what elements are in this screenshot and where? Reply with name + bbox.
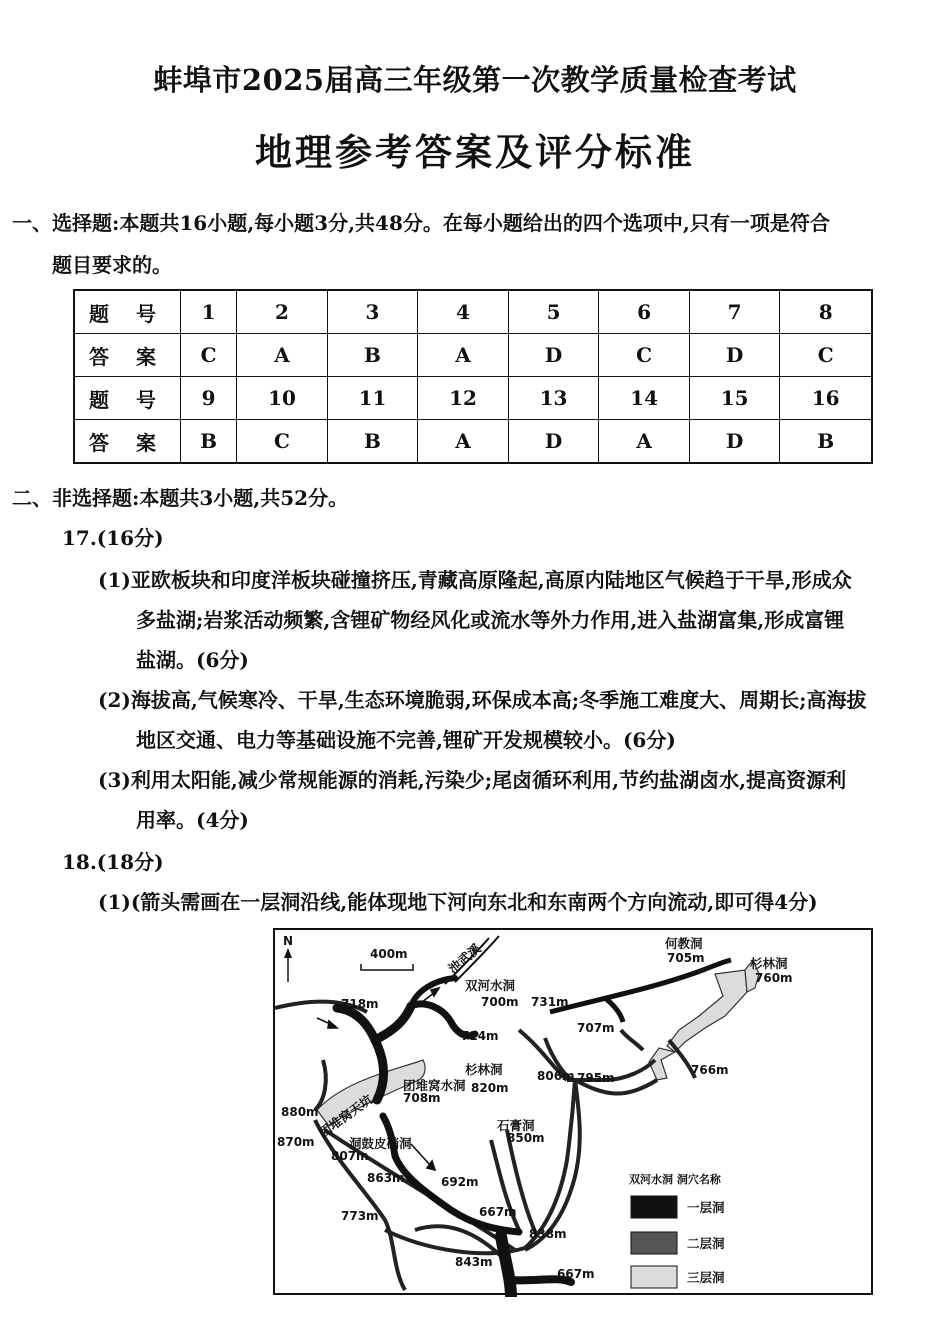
table-cell: 13 xyxy=(508,377,599,420)
elevation-label: 820m xyxy=(471,1081,509,1095)
table-cell: 14 xyxy=(599,377,690,420)
q17-part2-line1: (2)海拔高,气候寒冷、干旱,生态环境脆弱,环保成本高;冬季施工难度大、周期长;高海拔 xyxy=(98,688,867,712)
table-cell: A xyxy=(418,334,509,377)
row-label-question: 题 号 xyxy=(74,377,181,420)
q18-part1: (1)(箭头需画在一层洞沿线,能体现地下河向东北和东南两个方向流动,即可得4分) xyxy=(98,890,818,914)
table-cell: 11 xyxy=(327,377,418,420)
table-cell: C xyxy=(780,334,872,377)
north-label: N xyxy=(283,934,294,948)
river-name: 池武溪 xyxy=(445,940,484,977)
q17-part2-line2: 地区交通、电力等基础设施不完善,锂矿开发规模较小。(6分) xyxy=(136,728,676,752)
flow-arrow-icon xyxy=(411,1144,431,1166)
section2-heading: 二、非选择题:本题共3小题,共52分。 xyxy=(12,486,349,510)
table-row-questions-2 xyxy=(74,377,872,420)
elevation-label: 850m xyxy=(507,1131,545,1145)
answer-key-title: 地理参考答案及评分标准 xyxy=(255,130,695,174)
legend-label-level2: 二层洞 xyxy=(687,1236,725,1251)
legend-label-level1: 一层洞 xyxy=(687,1200,725,1215)
scale-bar xyxy=(361,964,413,970)
legend-swatch-level3 xyxy=(631,1266,677,1288)
elevation-label: 880m xyxy=(281,1105,319,1119)
elevation-label: 806m xyxy=(537,1069,575,1083)
elevation-label: 692m xyxy=(441,1175,479,1189)
table-cell: B xyxy=(780,420,872,464)
q17-label: 17.(16分) xyxy=(62,526,164,550)
table-cell: 1 xyxy=(181,290,237,334)
cave-name-tuanwo-water: 团堆窝水洞 xyxy=(403,1078,466,1093)
elevation-label: 773m xyxy=(341,1209,379,1223)
q18-label: 18.(18分) xyxy=(62,850,164,874)
q17-part1-line2: 多盐湖;岩浆活动频繁,含锂矿物经风化或流水等外力作用,进入盐湖富集,形成富锂 xyxy=(136,608,845,632)
elevation-label: 807m xyxy=(331,1149,369,1163)
row-label-answer: 答 案 xyxy=(74,420,181,464)
elevation-label: 766m xyxy=(691,1063,729,1077)
legend xyxy=(629,1172,725,1288)
cave-name-shigao: 石膏洞 xyxy=(497,1118,535,1133)
legend-swatch-level1 xyxy=(631,1196,677,1218)
section1-instructions-line1: 一、选择题:本题共16小题,每小题3分,共48分。在每小题给出的四个选项中,只有一项是符合 xyxy=(12,211,830,235)
table-cell: D xyxy=(689,334,780,377)
scale-label: 400m xyxy=(370,947,408,961)
table-cell: A xyxy=(599,420,690,464)
table-cell: 5 xyxy=(508,290,599,334)
elevation-label: 667m xyxy=(557,1267,595,1281)
table-cell: D xyxy=(689,420,780,464)
elevation-label: 705m xyxy=(667,951,705,965)
table-cell: A xyxy=(237,334,328,377)
q17-part3-line2: 用率。(4分) xyxy=(136,808,249,832)
elevation-label: 714m xyxy=(461,1029,499,1043)
cave-name-tiankeng: 团堆窝天坑 xyxy=(315,1091,376,1141)
table-row-answers-1 xyxy=(74,334,872,377)
north-arrowhead-icon xyxy=(284,948,292,958)
elevation-label: 795m xyxy=(577,1071,615,1085)
level3-passages xyxy=(317,960,759,1126)
cave-map xyxy=(273,928,873,1295)
table-cell: 12 xyxy=(418,377,509,420)
elevation-label: 667m xyxy=(479,1205,517,1219)
elevation-label: 731m xyxy=(531,995,569,1009)
table-cell: B xyxy=(181,420,237,464)
section1-instructions-line2: 题目要求的。 xyxy=(52,253,172,277)
elevation-label: 718m xyxy=(341,997,379,1011)
table-cell: 9 xyxy=(181,377,237,420)
answer-table xyxy=(73,289,873,464)
elevation-label: 700m xyxy=(481,995,519,1009)
legend-title: 双河水洞 洞穴名称 xyxy=(629,1173,721,1186)
elevation-label: 707m xyxy=(577,1021,615,1035)
table-row-answers-2 xyxy=(74,420,872,464)
table-cell: C xyxy=(599,334,690,377)
table-cell: C xyxy=(237,420,328,464)
table-cell: A xyxy=(418,420,509,464)
table-cell: 6 xyxy=(599,290,690,334)
table-cell: B xyxy=(327,420,418,464)
legend-label-level3: 三层洞 xyxy=(687,1270,725,1285)
cave-name-shanlin-ne: 杉林洞 xyxy=(750,956,788,971)
q17-part3-line1: (3)利用太阳能,减少常规能源的消耗,污染少;尾卤循环利用,节约盐湖卤水,提高资源利 xyxy=(98,768,847,792)
row-label-answer: 答 案 xyxy=(74,334,181,377)
table-cell: 16 xyxy=(780,377,872,420)
cave-name-shuanghe: 双河水洞 xyxy=(465,978,516,993)
table-row-questions-1 xyxy=(74,290,872,334)
q17-part1-line1: (1)亚欧板块和印度洋板块碰撞挤压,青藏高原隆起,高原内陆地区气候趋于干旱,形成众 xyxy=(98,568,852,592)
table-cell: B xyxy=(327,334,418,377)
cave-name-hejiao: 何教洞 xyxy=(665,936,703,951)
elevation-label: 870m xyxy=(277,1135,315,1149)
table-cell: 3 xyxy=(327,290,418,334)
table-cell: 10 xyxy=(237,377,328,420)
row-label-question: 题 号 xyxy=(74,290,181,334)
q17-part1-line3: 盐湖。(6分) xyxy=(136,648,249,672)
elevation-label: 843m xyxy=(455,1255,493,1269)
cave-name-pipi: 洞鼓皮硝洞 xyxy=(349,1136,412,1151)
elevation-label: 838m xyxy=(529,1227,567,1241)
elevation-label: 708m xyxy=(403,1091,441,1105)
exam-title: 蚌埠市2025届高三年级第一次教学质量检查考试 xyxy=(153,63,797,97)
table-cell: 4 xyxy=(418,290,509,334)
table-cell: D xyxy=(508,334,599,377)
table-cell: D xyxy=(508,420,599,464)
elevation-label: 863m xyxy=(367,1171,405,1185)
table-cell: 8 xyxy=(780,290,872,334)
table-cell: 15 xyxy=(689,377,780,420)
table-cell: C xyxy=(181,334,237,377)
table-cell: 7 xyxy=(689,290,780,334)
cave-map-figure xyxy=(275,930,875,1297)
cave-name-shanlin-mid: 杉林洞 xyxy=(465,1062,503,1077)
elevation-label: 760m xyxy=(755,971,793,985)
table-cell: 2 xyxy=(237,290,328,334)
legend-swatch-level2 xyxy=(631,1232,677,1254)
